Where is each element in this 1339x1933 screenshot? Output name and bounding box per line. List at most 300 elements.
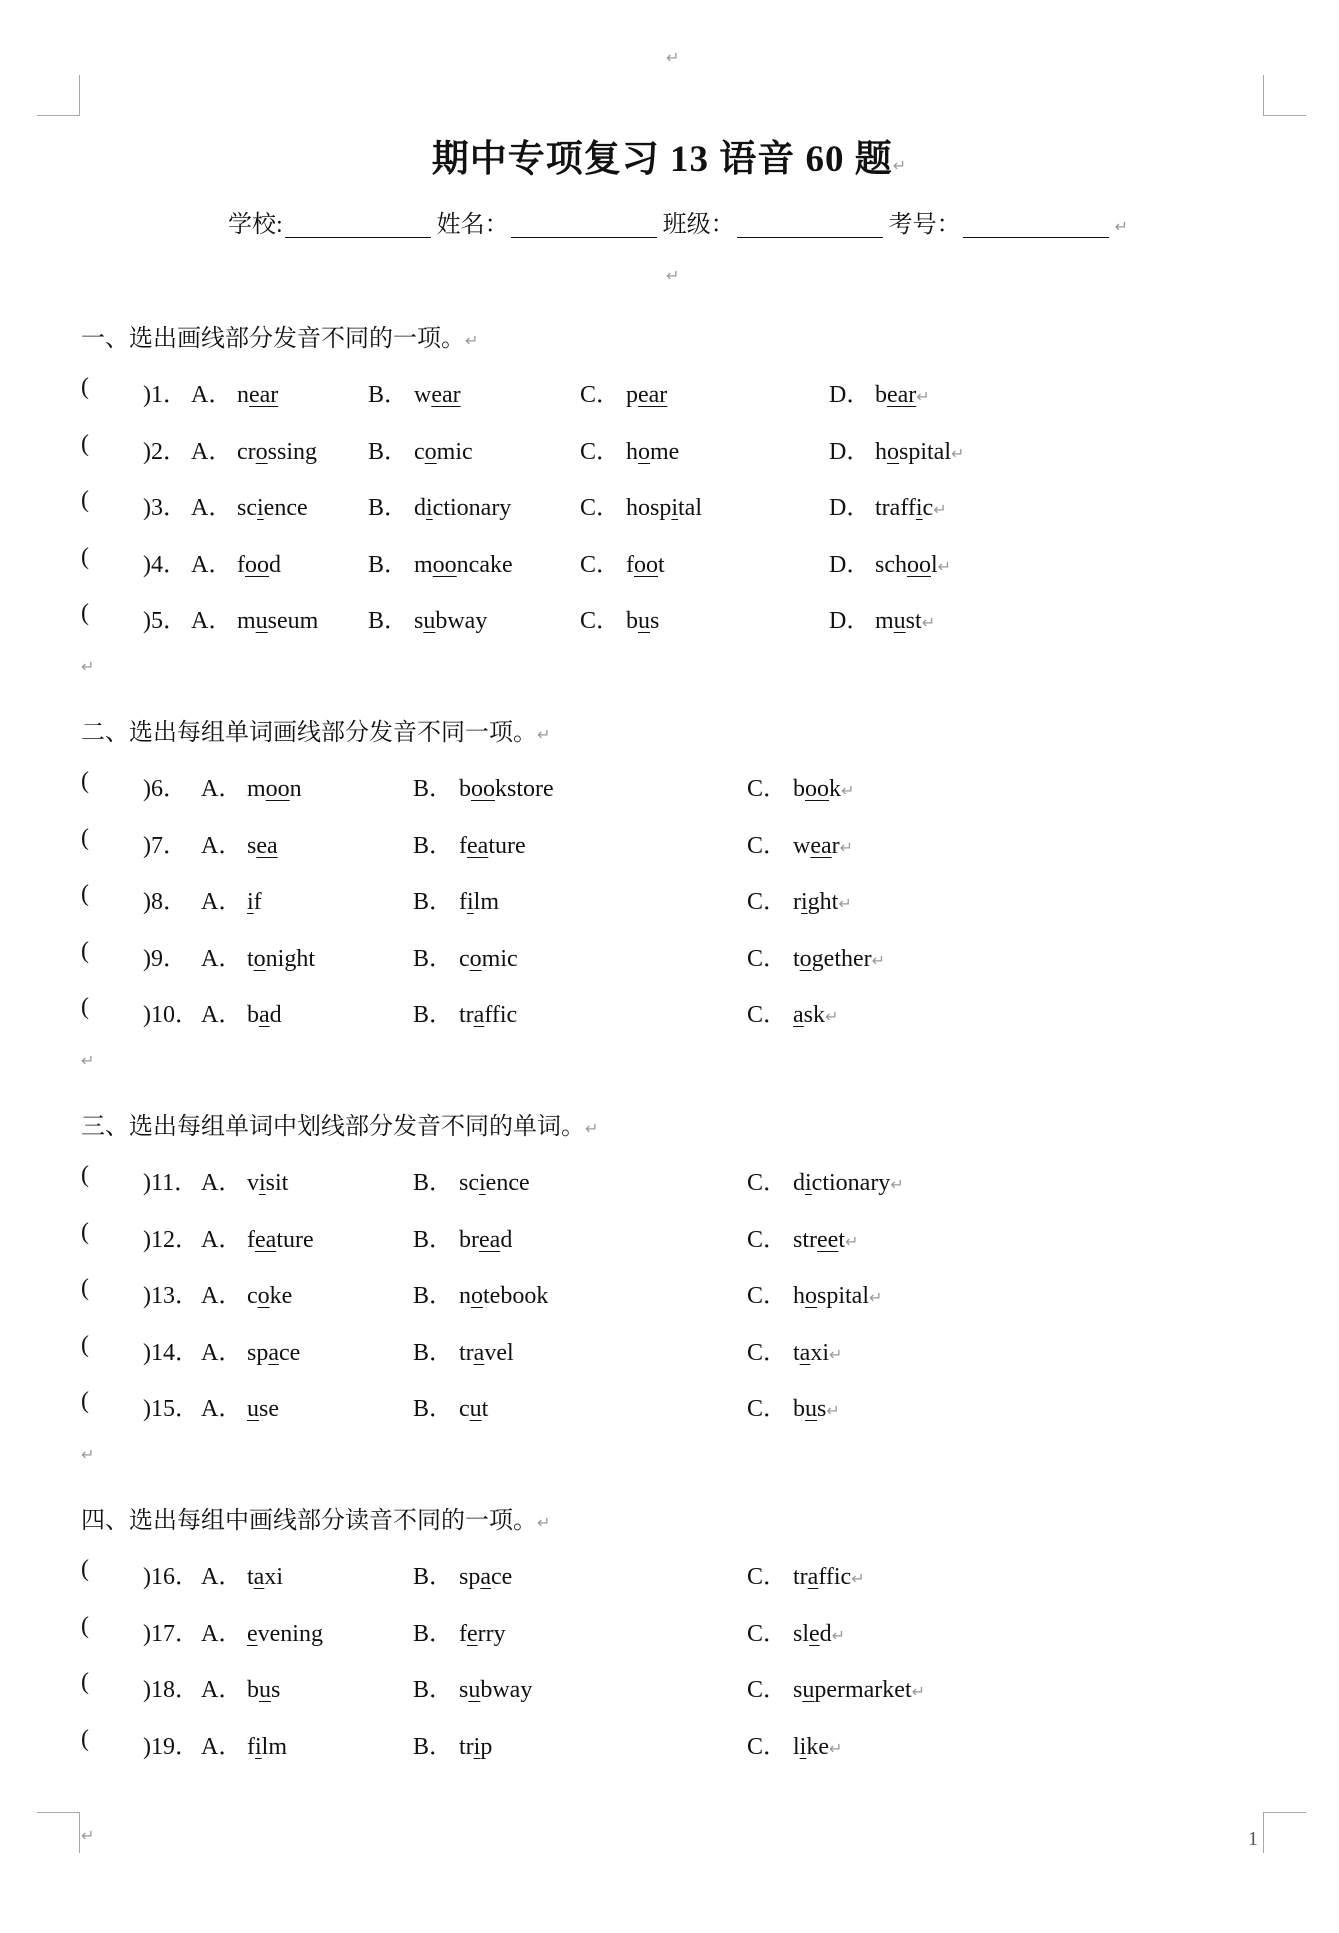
option-letter: D． — [829, 382, 871, 408]
option-word — [414, 608, 487, 634]
question-row — [81, 600, 1281, 634]
option-b — [413, 938, 518, 973]
word-prefix: b — [626, 608, 638, 634]
option-b — [413, 768, 554, 803]
question-row — [81, 1726, 1281, 1760]
option-a — [191, 544, 281, 579]
paragraph-mark-icon: ↵ — [892, 156, 908, 175]
word-suffix: c — [922, 495, 934, 521]
option-letter: A． — [191, 438, 233, 465]
word-prefix: c — [459, 945, 470, 972]
word-suffix: ncake — [456, 551, 513, 578]
underlined-letters: u — [255, 608, 268, 634]
option-letter: D． — [829, 438, 871, 465]
word-suffix: ce — [279, 1339, 301, 1366]
paragraph-mark-icon: ↵ — [831, 1625, 846, 1645]
word-suffix: k — [829, 776, 841, 802]
answer-blank-open-paren[interactable]: ( — [81, 600, 89, 626]
word-suffix: ctionary — [811, 1170, 891, 1196]
option-letter: C． — [580, 382, 621, 408]
answer-blank-open-paren[interactable]: ( — [81, 374, 89, 400]
option-c — [747, 994, 838, 1029]
option-letter: A． — [201, 1002, 243, 1028]
option-a — [201, 938, 315, 973]
option-word — [247, 1227, 314, 1253]
answer-blank-open-paren[interactable]: ( — [81, 1612, 89, 1639]
word-prefix: tr — [459, 1002, 474, 1028]
section-heading-text: 三、选出每组单词中划线部分发音不同的单词。 — [81, 1114, 585, 1140]
option-word — [459, 776, 554, 802]
underlined-letters: oo — [805, 776, 829, 802]
option-b — [368, 487, 511, 522]
option-letter: D． — [829, 608, 871, 634]
word-suffix: p — [480, 1733, 493, 1760]
option-letter: A． — [201, 1396, 243, 1422]
word-prefix: tr — [459, 1339, 474, 1366]
option-word — [626, 552, 665, 578]
word-suffix: ffic — [484, 1002, 518, 1028]
word-suffix: gether — [811, 945, 872, 972]
word-suffix: t — [658, 551, 665, 578]
option-word — [793, 889, 838, 915]
option-letter: B． — [413, 1677, 454, 1703]
option-letter: A． — [201, 1620, 243, 1647]
option-word — [237, 439, 317, 465]
answer-blank-open-paren[interactable]: ( — [81, 430, 89, 457]
question-number: )4． — [143, 551, 187, 578]
option-d — [829, 487, 947, 522]
option-c — [747, 881, 852, 916]
underlined-letters: o — [638, 438, 650, 465]
word-prefix: f — [459, 832, 467, 859]
underlined-letters: ee — [817, 1226, 839, 1253]
word-suffix: tebook — [483, 1283, 549, 1309]
paragraph-mark-icon: ↵ — [1114, 217, 1129, 236]
underlined-letters: oo — [432, 551, 457, 578]
word-suffix: vening — [257, 1620, 323, 1647]
word-prefix: b — [247, 1677, 259, 1703]
word-prefix: sp — [459, 1564, 481, 1590]
paragraph-mark-icon: ↵ — [829, 1344, 843, 1364]
answer-blank-open-paren[interactable]: ( — [81, 543, 89, 570]
underlined-letters: u — [259, 1677, 271, 1703]
underlined-letters: oo — [265, 776, 290, 802]
word-prefix: b — [459, 776, 471, 802]
word-suffix: ture — [276, 1226, 314, 1253]
underlined-letters: a — [793, 1002, 804, 1028]
paragraph-mark-icon: ↵ — [666, 48, 680, 67]
option-c — [747, 825, 853, 860]
word-prefix: f — [459, 889, 467, 915]
option-word — [875, 439, 951, 465]
section-heading-text: 一、选出画线部分发音不同的一项。 — [81, 326, 465, 352]
underlined-letters: u — [805, 1396, 817, 1422]
answer-blank-open-paren[interactable]: ( — [81, 1388, 89, 1414]
option-letter: B． — [413, 776, 454, 802]
paragraph-mark-icon: ↵ — [933, 500, 947, 519]
word-suffix: bway — [435, 608, 488, 634]
option-letter: C． — [747, 945, 788, 972]
option-letter: B． — [368, 551, 409, 578]
question-number: )8． — [143, 889, 187, 915]
page-number: 1 — [1248, 1828, 1258, 1850]
question-number: )1． — [143, 382, 187, 408]
option-b — [413, 1162, 530, 1197]
option-word — [459, 1170, 530, 1196]
question-number: )6． — [143, 776, 187, 802]
word-prefix: d — [414, 495, 426, 521]
option-b — [413, 1613, 506, 1648]
option-a — [191, 374, 278, 409]
underlined-letters: u — [469, 1396, 482, 1422]
word-suffix: spital — [817, 1283, 869, 1309]
option-a — [201, 768, 302, 803]
option-letter: B． — [413, 1339, 454, 1366]
option-word — [414, 439, 473, 465]
option-word — [875, 382, 916, 408]
option-letter: C． — [747, 1226, 788, 1253]
exam-number-blank[interactable] — [963, 211, 1109, 238]
option-word — [459, 946, 518, 972]
option-c — [747, 1162, 904, 1197]
paragraph-mark-icon: ↵ — [951, 443, 965, 463]
paragraph-mark-icon: ↵ — [81, 656, 95, 676]
question-number: )2． — [143, 438, 187, 465]
option-c — [747, 1556, 865, 1591]
underlined-letters: o — [253, 945, 266, 972]
option-word — [459, 1677, 532, 1703]
word-prefix: s — [247, 832, 257, 859]
word-suffix: ke — [806, 1733, 829, 1760]
option-a — [201, 1613, 323, 1648]
word-prefix: sc — [237, 495, 257, 521]
word-suffix: mic — [436, 438, 473, 465]
word-prefix: n — [237, 382, 249, 408]
word-prefix: s — [459, 1677, 469, 1703]
option-b — [413, 994, 517, 1029]
answer-blank-open-paren[interactable]: ( — [81, 1725, 89, 1752]
underlined-letters: u — [423, 608, 436, 634]
answer-blank-open-paren[interactable]: ( — [81, 487, 89, 513]
option-word — [414, 495, 511, 521]
underlined-letters: i — [805, 1170, 812, 1196]
option-letter: D． — [829, 495, 871, 521]
underlined-letters: ear — [638, 382, 668, 408]
option-b — [368, 374, 461, 409]
option-word — [247, 1396, 279, 1422]
option-word — [247, 1734, 287, 1760]
name-blank[interactable] — [511, 211, 657, 238]
underlined-letters: u — [247, 1396, 259, 1422]
word-prefix: l — [793, 1733, 800, 1760]
word-prefix: h — [793, 1283, 805, 1309]
word-suffix: d — [819, 1620, 832, 1647]
word-suffix: lm — [473, 889, 500, 915]
underlined-letters: a — [473, 1339, 485, 1366]
option-word — [459, 1283, 548, 1309]
option-letter: B． — [368, 495, 409, 521]
option-a — [191, 600, 318, 635]
option-c — [580, 431, 679, 466]
underlined-letters: o — [471, 1283, 483, 1309]
underlined-letters: a — [259, 1002, 270, 1028]
option-word — [793, 776, 841, 802]
option-letter: A． — [201, 889, 243, 915]
word-suffix: sit — [265, 1170, 289, 1196]
question-number: )10． — [143, 1002, 199, 1028]
underlined-letters: o — [424, 438, 437, 465]
word-suffix: t — [481, 1396, 489, 1422]
option-b — [368, 600, 487, 635]
answer-blank-open-paren[interactable]: ( — [81, 824, 89, 851]
underlined-letters: u — [638, 608, 650, 634]
option-c — [747, 768, 854, 803]
option-letter: A． — [191, 382, 233, 408]
option-word — [459, 1002, 517, 1028]
option-word — [793, 1283, 869, 1309]
word-suffix: bway — [480, 1677, 533, 1703]
underlined-letters: i — [259, 1170, 266, 1196]
word-suffix: ce — [491, 1564, 513, 1590]
underlined-letters: ea — [467, 832, 489, 859]
question-number: )15． — [143, 1396, 199, 1422]
option-letter: B． — [413, 1170, 454, 1196]
option-word — [793, 1677, 912, 1703]
word-prefix: m — [414, 551, 433, 578]
underlined-letters: u — [802, 1677, 815, 1703]
word-suffix: seum — [267, 608, 319, 634]
option-b — [413, 1332, 514, 1367]
question-row — [81, 938, 1281, 972]
corner-mark-top-right — [1263, 75, 1306, 116]
option-word — [237, 552, 281, 578]
option-b — [413, 1726, 492, 1761]
paragraph-mark-icon: ↵ — [851, 1569, 865, 1588]
word-suffix: tal — [678, 495, 703, 521]
word-suffix: f — [253, 889, 262, 915]
word-prefix: c — [459, 1396, 470, 1422]
question-number: )11． — [143, 1170, 199, 1196]
answer-blank-open-paren[interactable]: ( — [81, 1331, 89, 1358]
word-prefix: b — [247, 1002, 259, 1028]
option-word — [247, 776, 302, 802]
option-word — [875, 608, 922, 634]
question-row — [81, 825, 1281, 859]
word-suffix: ffic — [818, 1564, 852, 1590]
option-letter: C． — [580, 495, 621, 521]
word-prefix: tr — [459, 1733, 474, 1760]
option-letter: A． — [201, 1170, 243, 1196]
word-prefix: cr — [237, 438, 256, 465]
paragraph-mark-icon: ↵ — [890, 1175, 904, 1194]
option-word — [247, 833, 278, 859]
underlined-letters: i — [473, 1733, 481, 1760]
option-letter: B． — [413, 945, 454, 972]
answer-blank-open-paren[interactable]: ( — [81, 1218, 89, 1245]
word-prefix: h — [875, 438, 887, 465]
paragraph-mark-icon: ↵ — [585, 1119, 599, 1138]
word-prefix: b — [793, 1396, 805, 1422]
option-word — [414, 552, 513, 578]
underlined-letters: oo — [634, 551, 658, 578]
word-prefix: t — [247, 945, 254, 972]
word-suffix: ke — [269, 1283, 293, 1309]
word-suffix: night — [265, 945, 316, 972]
word-suffix: s — [271, 1677, 281, 1703]
word-suffix: xi — [810, 1339, 829, 1366]
option-letter: B． — [368, 608, 409, 634]
answer-blank-open-paren[interactable]: ( — [81, 768, 89, 794]
word-suffix: s — [817, 1396, 827, 1422]
option-word — [459, 1621, 506, 1647]
student-info-fields — [228, 204, 1128, 239]
word-prefix: t — [793, 1339, 800, 1366]
word-prefix: f — [626, 551, 634, 578]
option-letter: B． — [413, 832, 454, 859]
paragraph-mark-icon: ↵ — [825, 1007, 839, 1026]
question-row — [81, 544, 1281, 578]
option-c — [747, 938, 885, 973]
paragraph-mark-icon: ↵ — [666, 266, 680, 285]
word-prefix: sch — [875, 551, 907, 578]
paragraph-mark-icon: ↵ — [829, 1738, 843, 1758]
underlined-letters: o — [887, 438, 899, 465]
option-word — [459, 1340, 514, 1366]
option-word — [459, 1564, 512, 1590]
question-row — [81, 1162, 1281, 1196]
word-prefix: m — [875, 608, 894, 634]
option-letter: D． — [829, 551, 871, 578]
word-suffix: d — [500, 1226, 513, 1253]
word-prefix: t — [793, 945, 800, 972]
word-prefix: r — [793, 889, 801, 915]
option-letter: C． — [580, 608, 621, 634]
option-word — [459, 1227, 512, 1253]
underlined-letters: i — [247, 889, 254, 915]
underlined-letters: e — [247, 1620, 258, 1647]
class-blank[interactable] — [737, 211, 883, 238]
option-word — [459, 833, 526, 859]
question-number: )9． — [143, 945, 187, 972]
underlined-letters: o — [805, 1283, 817, 1309]
option-letter: A． — [201, 1733, 243, 1760]
underlined-letters: oo — [907, 551, 931, 578]
option-letter: A． — [201, 945, 243, 972]
word-prefix: sp — [247, 1339, 269, 1366]
paragraph-mark-icon: ↵ — [81, 1050, 95, 1070]
option-letter: A． — [191, 495, 233, 521]
word-prefix: s — [793, 1677, 803, 1703]
answer-blank-open-paren[interactable]: ( — [81, 937, 89, 964]
option-d — [829, 600, 935, 635]
corner-mark-top-left — [37, 75, 80, 116]
underlined-letters: u — [468, 1677, 481, 1703]
option-word — [793, 1734, 829, 1760]
underlined-letters: i — [915, 495, 923, 521]
underlined-letters: e — [809, 1620, 820, 1647]
answer-blank-open-paren[interactable]: ( — [81, 1275, 89, 1301]
answer-blank-open-paren[interactable]: ( — [81, 1162, 89, 1188]
option-letter: C． — [747, 1170, 788, 1196]
option-letter: B． — [413, 1620, 454, 1647]
option-letter: A． — [201, 1677, 243, 1703]
word-prefix: t — [247, 1564, 254, 1590]
option-word — [247, 946, 315, 972]
option-b — [413, 1669, 532, 1704]
word-prefix: s — [414, 608, 424, 634]
word-suffix: mic — [481, 945, 518, 972]
word-prefix: w — [414, 382, 432, 408]
paragraph-mark-icon: ↵ — [841, 781, 855, 800]
answer-blank-open-paren[interactable]: ( — [81, 881, 89, 907]
paragraph-mark-icon: ↵ — [869, 1288, 883, 1307]
question-row — [81, 1556, 1281, 1590]
option-letter: A． — [201, 776, 243, 802]
question-row — [81, 1332, 1281, 1366]
word-prefix: sc — [459, 1170, 479, 1196]
option-word — [875, 552, 938, 578]
option-letter: B． — [413, 1396, 454, 1422]
word-prefix: f — [247, 1226, 255, 1253]
question-row — [81, 374, 1281, 408]
underlined-letters: i — [799, 1733, 807, 1760]
page-title — [0, 128, 1339, 182]
option-c — [747, 1388, 840, 1423]
section-heading — [81, 1500, 550, 1535]
option-letter: B． — [368, 438, 409, 465]
word-prefix: hosp — [626, 495, 672, 521]
underlined-letters: a — [807, 1564, 819, 1590]
underlined-letters: i — [467, 889, 474, 915]
option-b — [368, 544, 513, 579]
answer-blank-open-paren[interactable]: ( — [81, 1669, 89, 1695]
word-prefix: br — [459, 1226, 479, 1253]
question-row — [81, 768, 1281, 802]
question-number: )12． — [143, 1226, 199, 1253]
option-letter: C． — [747, 1564, 788, 1590]
underlined-letters: u — [893, 608, 906, 634]
option-c — [580, 374, 667, 409]
option-word — [247, 1677, 280, 1703]
underlined-letters: i — [426, 495, 433, 521]
option-a — [201, 1275, 292, 1310]
word-prefix: v — [247, 1170, 259, 1196]
option-a — [201, 994, 282, 1029]
word-prefix: h — [626, 438, 638, 465]
option-word — [793, 946, 872, 972]
answer-blank-open-paren[interactable]: ( — [81, 1556, 89, 1582]
option-b — [368, 431, 473, 466]
underlined-letters: ea — [479, 1226, 501, 1253]
question-row — [81, 994, 1281, 1028]
word-suffix: ture — [488, 832, 526, 859]
answer-blank-open-paren[interactable]: ( — [81, 994, 89, 1020]
question-number: )19． — [143, 1733, 199, 1760]
question-row — [81, 1613, 1281, 1647]
option-letter: A． — [191, 608, 233, 634]
option-c — [580, 487, 702, 522]
question-number: )5． — [143, 608, 187, 634]
option-word — [459, 1734, 492, 1760]
option-letter: C． — [747, 776, 788, 802]
school-blank[interactable] — [285, 211, 431, 238]
word-suffix: r — [831, 832, 840, 859]
question-number: )14． — [143, 1339, 199, 1366]
name-label: 姓名： — [436, 212, 509, 238]
option-word — [875, 495, 933, 521]
underlined-letters: a — [268, 1339, 279, 1366]
word-suffix: d — [269, 551, 281, 578]
